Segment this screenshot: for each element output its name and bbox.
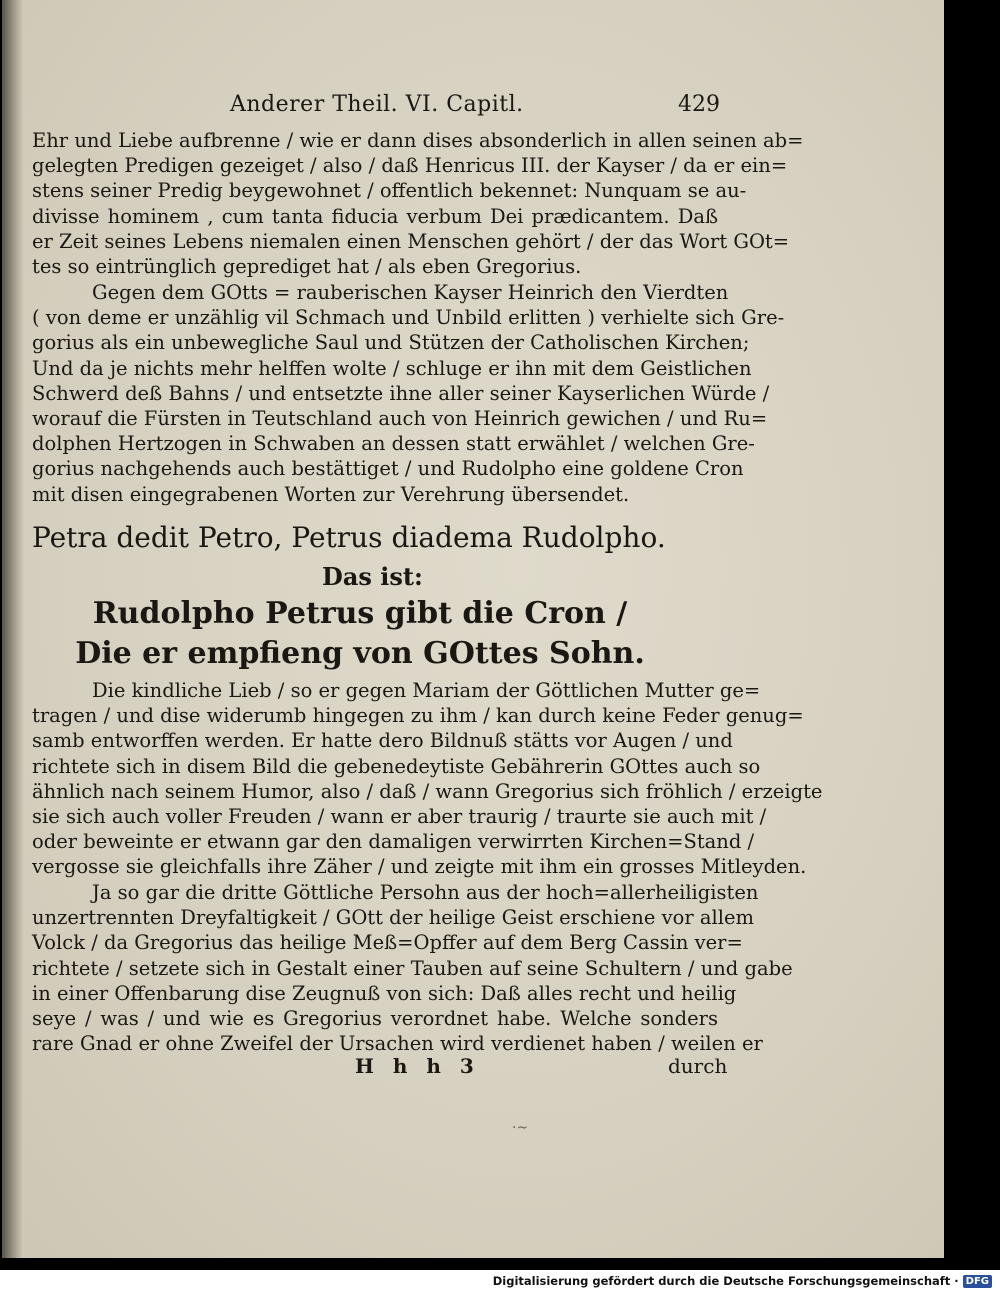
running-head (230, 92, 720, 122)
paragraph-3 (32, 678, 823, 880)
text-line: in einer Offenbarung dise Zeugnuß von sich: Daß alles recht und heilig (32, 981, 737, 1005)
text-line: oder beweinte er etwann gar den damaligen verwirrten Kirchen=Stand / (32, 830, 755, 854)
text-line: rare Gnad er ohne Zweifel der Ursachen wird verdienet haben / weilen er (32, 1032, 763, 1056)
footer-text: Digitalisierung gefördert durch die Deutsche Forschungsgemeinschaft · (492, 1274, 959, 1288)
text-line: richtete sich in disem Bild die gebenedeytiste Gebährerin GOttes auch so (32, 754, 761, 778)
text-line: gorius als ein unbewegliche Saul und Stützen der Catholischen Kirchen; (32, 331, 750, 355)
text-line: vergosse sie gleichfalls ihre Zäher / und zeigte mit ihm ein grosses Mitleyden. (32, 855, 807, 879)
text-line: gorius nachgehends auch bestättiget / und Rudolpho eine goldene Cron (32, 457, 744, 481)
text-line: dolphen Hertzogen in Schwaben an dessen statt erwählet / welchen Gre- (32, 432, 755, 456)
text-line: Die kindliche Lieb / so er gegen Mariam der Göttlichen Mutter ge= (92, 679, 761, 702)
paragraph-4 (32, 880, 793, 1056)
paragraph-2 (32, 280, 785, 507)
dfg-logo-icon: DFG (963, 1275, 992, 1288)
text-line: tragen / und dise widerumb hingegen zu ihm / kan durch keine Feder genug= (32, 704, 804, 728)
text-line: divisse hominem , cum tanta fiducia verbum Dei prædicantem. Daß (32, 204, 718, 228)
das-ist-heading: Das ist: (322, 562, 423, 591)
text-line: unzertrennten Dreyfaltigkeit / GOtt der heilige Geist erschiene vor allem (32, 906, 754, 930)
text-line: Ja so gar die dritte Göttliche Persohn aus der hoch=allerheiligisten (92, 881, 759, 904)
text-line: worauf die Fürsten in Teutschland auch von Heinrich gewichen / und Ru= (32, 407, 768, 431)
text-line: Gegen dem GOtts = rauberischen Kayser Heinrich den Vierdten (92, 281, 729, 304)
text-line: richtete / setzete sich in Gestalt einer Tauben auf seine Schultern / und gabe (32, 956, 793, 980)
text-line: samb entworffen werden. Er hatte dero Bildnuß stätts vor Augen / und (32, 729, 733, 753)
verse-line-1: Rudolpho Petrus gibt die Cron / (92, 596, 628, 631)
text-line: tes so eintrünglich geprediget hat / als eben Gregorius. (32, 255, 582, 279)
catchword: durch (668, 1054, 728, 1078)
text-line: sie sich auch voller Freuden / wann er aber traurig / traurte sie auch mit / (32, 805, 767, 829)
text-line: Volck / da Gregorius das heilige Meß=Opffer auf dem Berg Cassin ver= (32, 931, 743, 955)
text-line: Und da je nichts mehr helffen wolte / schluge er ihn mit dem Geistlichen (32, 356, 752, 380)
latin-quote: Petra dedit Petro, Petrus diadema Rudolpho. (32, 521, 666, 554)
ink-speck: ·~ (512, 1120, 529, 1136)
signature-mark: H h h 3 (355, 1054, 480, 1078)
text-line: Ehr und Liebe aufbrenne / wie er dann dises absonderlich in allen seinen ab= (32, 129, 804, 152)
text-line: gelegten Predigen gezeiget / also / daß Henricus III. der Kayser / da er ein= (32, 154, 788, 178)
text-line: er Zeit seines Lebens niemalen einen Menschen gehört / der das Wort GOt= (32, 229, 790, 253)
page-number: 429 (678, 92, 720, 117)
paragraph-1 (32, 128, 804, 279)
text-line: stens seiner Predig beygewohnet / offentlich bekennet: Nunquam se au- (32, 179, 747, 203)
digitization-footer (493, 1272, 992, 1290)
running-head-title: Anderer Theil. VI. Capitl. (230, 92, 524, 117)
verse-line-2: Die er empfieng von GOttes Sohn. (75, 636, 645, 671)
text-line: Schwerd deß Bahns / und entsetzte ihne aller seiner Kayserlichen Würde / (32, 381, 770, 405)
text-line: ( von deme er unzählig vil Schmach und Unbild erlitten ) verhielte sich Gre- (32, 306, 785, 330)
text-line: mit disen eingegrabenen Worten zur Verehrung übersendet. (32, 482, 630, 506)
text-line: ähnlich nach seinem Humor, also / daß / wann Gregorius sich fröhlich / erzeigte (32, 779, 823, 803)
text-line: seye / was / und wie es Gregorius verordnet habe. Welche sonders (32, 1007, 718, 1031)
